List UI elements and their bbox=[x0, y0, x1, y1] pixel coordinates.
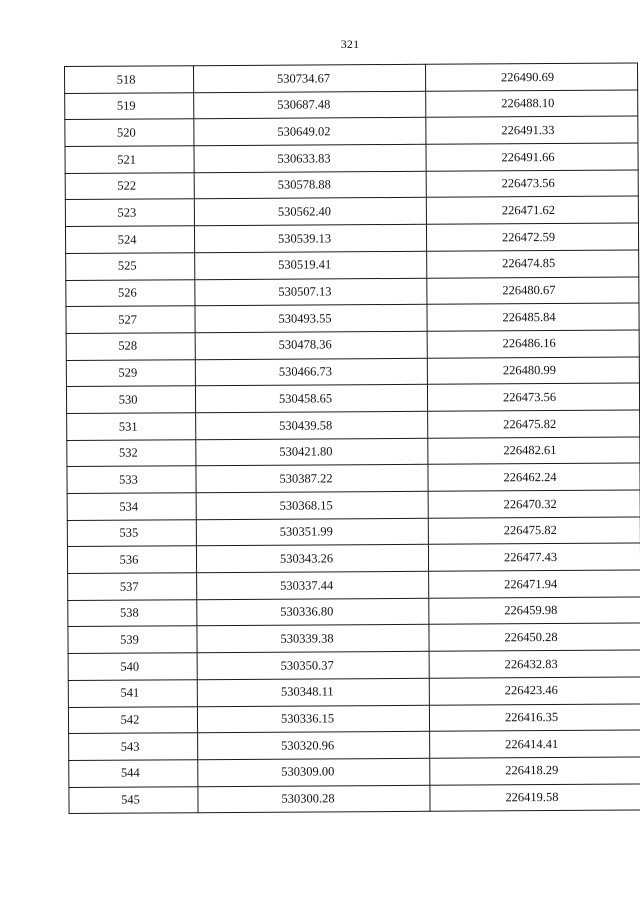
point-number-cell: 520 bbox=[65, 119, 194, 146]
y-coordinate-cell: 226490.69 bbox=[425, 63, 637, 91]
coordinate-table-grid bbox=[64, 62, 640, 814]
coordinate-table bbox=[64, 63, 613, 815]
y-coordinate-cell: 226480.99 bbox=[427, 357, 639, 385]
table-row bbox=[69, 784, 640, 814]
point-number-cell: 537 bbox=[68, 573, 197, 600]
y-coordinate-cell: 226491.66 bbox=[426, 143, 638, 171]
x-coordinate-cell: 530734.67 bbox=[194, 64, 426, 92]
y-coordinate-cell: 226486.16 bbox=[427, 330, 639, 358]
point-number-cell: 545 bbox=[69, 786, 198, 813]
x-coordinate-cell: 530466.73 bbox=[195, 358, 427, 386]
table-row bbox=[66, 357, 639, 387]
y-coordinate-cell: 226475.82 bbox=[428, 517, 640, 545]
table-row bbox=[68, 597, 640, 627]
point-number-cell: 527 bbox=[66, 306, 195, 333]
point-number-cell: 532 bbox=[67, 439, 196, 466]
point-number-cell: 534 bbox=[67, 493, 196, 520]
x-coordinate-cell: 530368.15 bbox=[196, 491, 428, 519]
point-number-cell: 543 bbox=[69, 733, 198, 760]
x-coordinate-cell: 530387.22 bbox=[196, 465, 428, 493]
point-number-cell: 521 bbox=[65, 146, 194, 173]
table-row bbox=[67, 437, 640, 467]
point-number-cell: 519 bbox=[65, 92, 194, 119]
table-row bbox=[65, 116, 638, 146]
table-row bbox=[68, 650, 640, 680]
y-coordinate-cell: 226459.98 bbox=[429, 597, 640, 625]
table-row bbox=[66, 303, 639, 333]
x-coordinate-cell: 530633.83 bbox=[194, 144, 426, 172]
x-coordinate-cell: 530649.02 bbox=[194, 118, 426, 146]
point-number-cell: 536 bbox=[67, 546, 196, 573]
x-coordinate-cell: 530439.58 bbox=[196, 411, 428, 439]
x-coordinate-cell: 530300.28 bbox=[198, 785, 430, 813]
table-row bbox=[65, 223, 638, 253]
x-coordinate-cell: 530519.41 bbox=[195, 251, 427, 279]
table-row bbox=[65, 63, 638, 93]
x-coordinate-cell: 530351.99 bbox=[196, 518, 428, 546]
point-number-cell: 544 bbox=[69, 760, 198, 787]
table-row bbox=[69, 730, 640, 760]
point-number-cell: 524 bbox=[65, 226, 194, 253]
x-coordinate-cell: 530458.65 bbox=[195, 385, 427, 413]
point-number-cell: 542 bbox=[68, 706, 197, 733]
table-row bbox=[65, 90, 638, 120]
table-row bbox=[65, 170, 638, 200]
y-coordinate-cell: 226471.62 bbox=[426, 196, 638, 224]
y-coordinate-cell: 226477.43 bbox=[428, 543, 640, 571]
x-coordinate-cell: 530309.00 bbox=[198, 758, 430, 786]
y-coordinate-cell: 226416.35 bbox=[429, 703, 640, 731]
point-number-cell: 522 bbox=[65, 172, 194, 199]
point-number-cell: 539 bbox=[68, 626, 197, 653]
table-row bbox=[68, 623, 640, 653]
y-coordinate-cell: 226418.29 bbox=[430, 757, 640, 785]
table-body bbox=[65, 63, 640, 814]
table-row bbox=[67, 463, 640, 493]
y-coordinate-cell: 226482.61 bbox=[428, 437, 640, 465]
x-coordinate-cell: 530337.44 bbox=[197, 571, 429, 599]
x-coordinate-cell: 530339.38 bbox=[197, 625, 429, 653]
x-coordinate-cell: 530348.11 bbox=[197, 678, 429, 706]
table-row bbox=[68, 703, 640, 733]
y-coordinate-cell: 226474.85 bbox=[427, 250, 639, 278]
table-row bbox=[65, 143, 638, 173]
table-row bbox=[67, 517, 640, 547]
point-number-cell: 538 bbox=[68, 599, 197, 626]
page-number: 321 bbox=[340, 37, 360, 51]
y-coordinate-cell: 226450.28 bbox=[429, 623, 640, 651]
point-number-cell: 533 bbox=[67, 466, 196, 493]
point-number-cell: 531 bbox=[67, 413, 196, 440]
table-row bbox=[69, 757, 640, 787]
y-coordinate-cell: 226419.58 bbox=[430, 784, 640, 812]
table-row bbox=[67, 543, 640, 573]
table-row bbox=[67, 490, 640, 520]
y-coordinate-cell: 226414.41 bbox=[430, 730, 640, 758]
point-number-cell: 535 bbox=[67, 519, 196, 546]
point-number-cell: 525 bbox=[66, 253, 195, 280]
y-coordinate-cell: 226473.56 bbox=[426, 170, 638, 198]
y-coordinate-cell: 226488.10 bbox=[426, 90, 638, 118]
point-number-cell: 528 bbox=[66, 333, 195, 360]
table-row bbox=[68, 677, 640, 707]
table-row bbox=[66, 330, 639, 360]
y-coordinate-cell: 226491.33 bbox=[426, 116, 638, 144]
x-coordinate-cell: 530320.96 bbox=[198, 731, 430, 759]
table-row bbox=[65, 196, 638, 226]
y-coordinate-cell: 226432.83 bbox=[429, 650, 640, 678]
table-row bbox=[68, 570, 640, 600]
y-coordinate-cell: 226485.84 bbox=[427, 303, 639, 331]
point-number-cell: 530 bbox=[66, 386, 195, 413]
x-coordinate-cell: 530421.80 bbox=[196, 438, 428, 466]
y-coordinate-cell: 226473.56 bbox=[427, 383, 639, 411]
x-coordinate-cell: 530336.80 bbox=[197, 598, 429, 626]
x-coordinate-cell: 530336.15 bbox=[197, 705, 429, 733]
x-coordinate-cell: 530578.88 bbox=[194, 171, 426, 199]
y-coordinate-cell: 226423.46 bbox=[429, 677, 640, 705]
table-row bbox=[66, 276, 639, 306]
y-coordinate-cell: 226480.67 bbox=[427, 276, 639, 304]
point-number-cell: 526 bbox=[66, 279, 195, 306]
point-number-cell: 541 bbox=[68, 680, 197, 707]
point-number-cell: 529 bbox=[66, 359, 195, 386]
x-coordinate-cell: 530493.55 bbox=[195, 304, 427, 332]
y-coordinate-cell: 226471.94 bbox=[429, 570, 640, 598]
y-coordinate-cell: 226462.24 bbox=[428, 463, 640, 491]
x-coordinate-cell: 530687.48 bbox=[194, 91, 426, 119]
x-coordinate-cell: 530507.13 bbox=[195, 278, 427, 306]
x-coordinate-cell: 530562.40 bbox=[194, 198, 426, 226]
table-row bbox=[66, 383, 639, 413]
point-number-cell: 540 bbox=[68, 653, 197, 680]
point-number-cell: 518 bbox=[65, 66, 194, 93]
y-coordinate-cell: 226472.59 bbox=[426, 223, 638, 251]
x-coordinate-cell: 530539.13 bbox=[194, 224, 426, 252]
point-number-cell: 523 bbox=[65, 199, 194, 226]
x-coordinate-cell: 530478.36 bbox=[195, 331, 427, 359]
y-coordinate-cell: 226475.82 bbox=[428, 410, 640, 438]
x-coordinate-cell: 530343.26 bbox=[196, 545, 428, 573]
x-coordinate-cell: 530350.37 bbox=[197, 651, 429, 679]
y-coordinate-cell: 226470.32 bbox=[428, 490, 640, 518]
table-row bbox=[67, 410, 640, 440]
table-row bbox=[66, 250, 639, 280]
